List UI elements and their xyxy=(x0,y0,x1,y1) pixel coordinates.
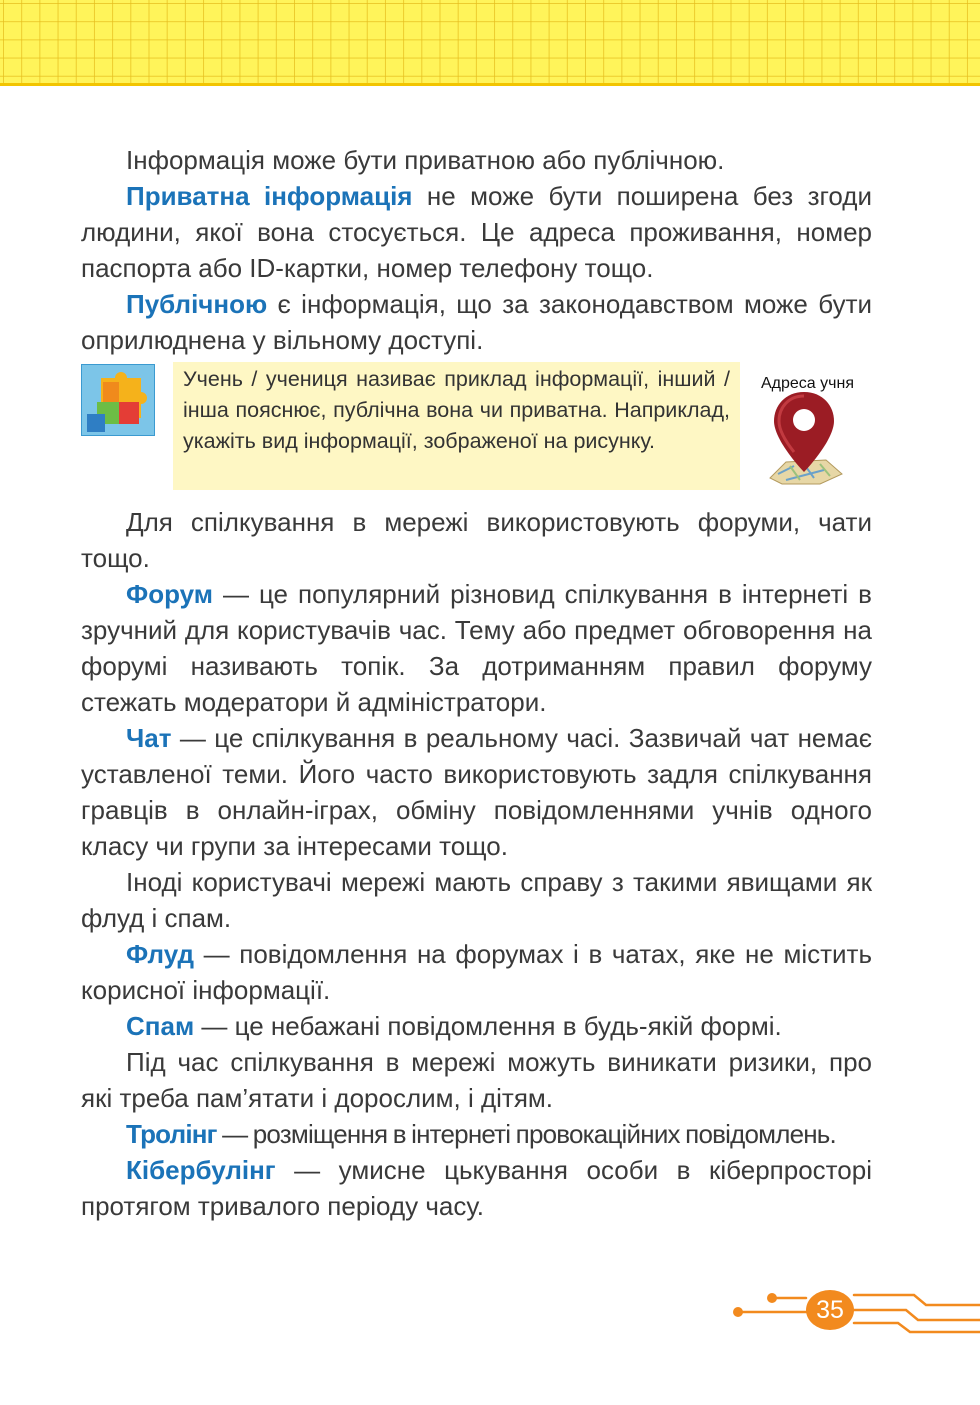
map-pin-icon xyxy=(764,386,844,486)
term-chat: Чат xyxy=(126,723,172,753)
chat-text: — це спілкування в реальному часі. Зазвичай чат немає уставленої теми. Його часто використовують задля спілкування гравців в онлайн-іграх, обміну повідомленнями учнів одного класу чи групи за інтересами тощо. xyxy=(81,723,872,861)
spam-text: — це небажані повідомлення в будь-якій формі. xyxy=(194,1011,782,1041)
spam-paragraph xyxy=(81,1008,872,1044)
chat-paragraph xyxy=(81,720,872,864)
cyberbullying-text: — умисне цькування особи в кіберпросторі протягом тривалого періоду часу. xyxy=(81,1155,872,1221)
forum-text: — це популярний різновид спілкування в інтернеті в зручний для користувачів час. Тему або предмет обговорення на форумі називають топік. За дотриманням правил форуму стежать модератори й адміністратори. xyxy=(81,579,872,717)
private-info-paragraph xyxy=(81,178,872,286)
flood-text: — повідомлення на форумах і в чатах, яке не містить корисної інформації. xyxy=(81,939,872,1005)
circuit-decoration xyxy=(728,1285,980,1335)
private-info-text: не може бути поширена без згоди людини, якої вона стосується. Це адреса проживання, номер паспорта або ID-картки, номер телефону тощо. xyxy=(81,181,872,283)
cyberbullying-paragraph xyxy=(81,1152,872,1224)
flood-paragraph xyxy=(81,936,872,1008)
pin-caption: Адреса учня xyxy=(761,375,854,392)
activity-block xyxy=(81,362,872,502)
public-info-paragraph xyxy=(81,286,872,358)
page-number: 35 xyxy=(806,1290,854,1330)
risks-paragraph: Під час спілкування в мережі можуть виникати ризики, про які треба пам’ятати і дорослим, і дітям. xyxy=(81,1047,872,1113)
term-trolling: Тролінг xyxy=(126,1119,217,1149)
trolling-paragraph xyxy=(81,1116,872,1152)
communication-paragraph: Для спілкування в мережі використовують форуми, чати тощо. xyxy=(81,507,872,573)
trolling-text: — розміщення в інтернеті провокаційних повідомлень. xyxy=(216,1119,836,1149)
header-grid-band xyxy=(0,0,980,86)
task-box: Учень / учениця називає приклад інформації, інший / інша пояснює, публічна вона чи приватна. Наприклад, укажіть вид інформації, зображеної на рисунку. xyxy=(173,362,740,490)
term-forum: Форум xyxy=(126,579,213,609)
term-cyberbullying: Кібербулінг xyxy=(126,1155,276,1185)
term-private-info: Приватна інформація xyxy=(126,181,413,211)
public-info-text: є інформація, що за законодавством може бути оприлюднена у вільному доступі. xyxy=(81,289,872,355)
page-content xyxy=(81,142,872,1224)
term-spam: Спам xyxy=(126,1011,195,1041)
puzzle-icon xyxy=(81,364,155,436)
term-public-info: Публічною xyxy=(126,289,268,319)
forum-paragraph xyxy=(81,576,872,720)
intro-paragraph: Інформація може бути приватною або публічною. xyxy=(126,145,725,175)
term-flood: Флуд xyxy=(126,939,195,969)
phenomena-paragraph: Іноді користувачі мережі мають справу з такими явищами як флуд і спам. xyxy=(81,867,872,933)
